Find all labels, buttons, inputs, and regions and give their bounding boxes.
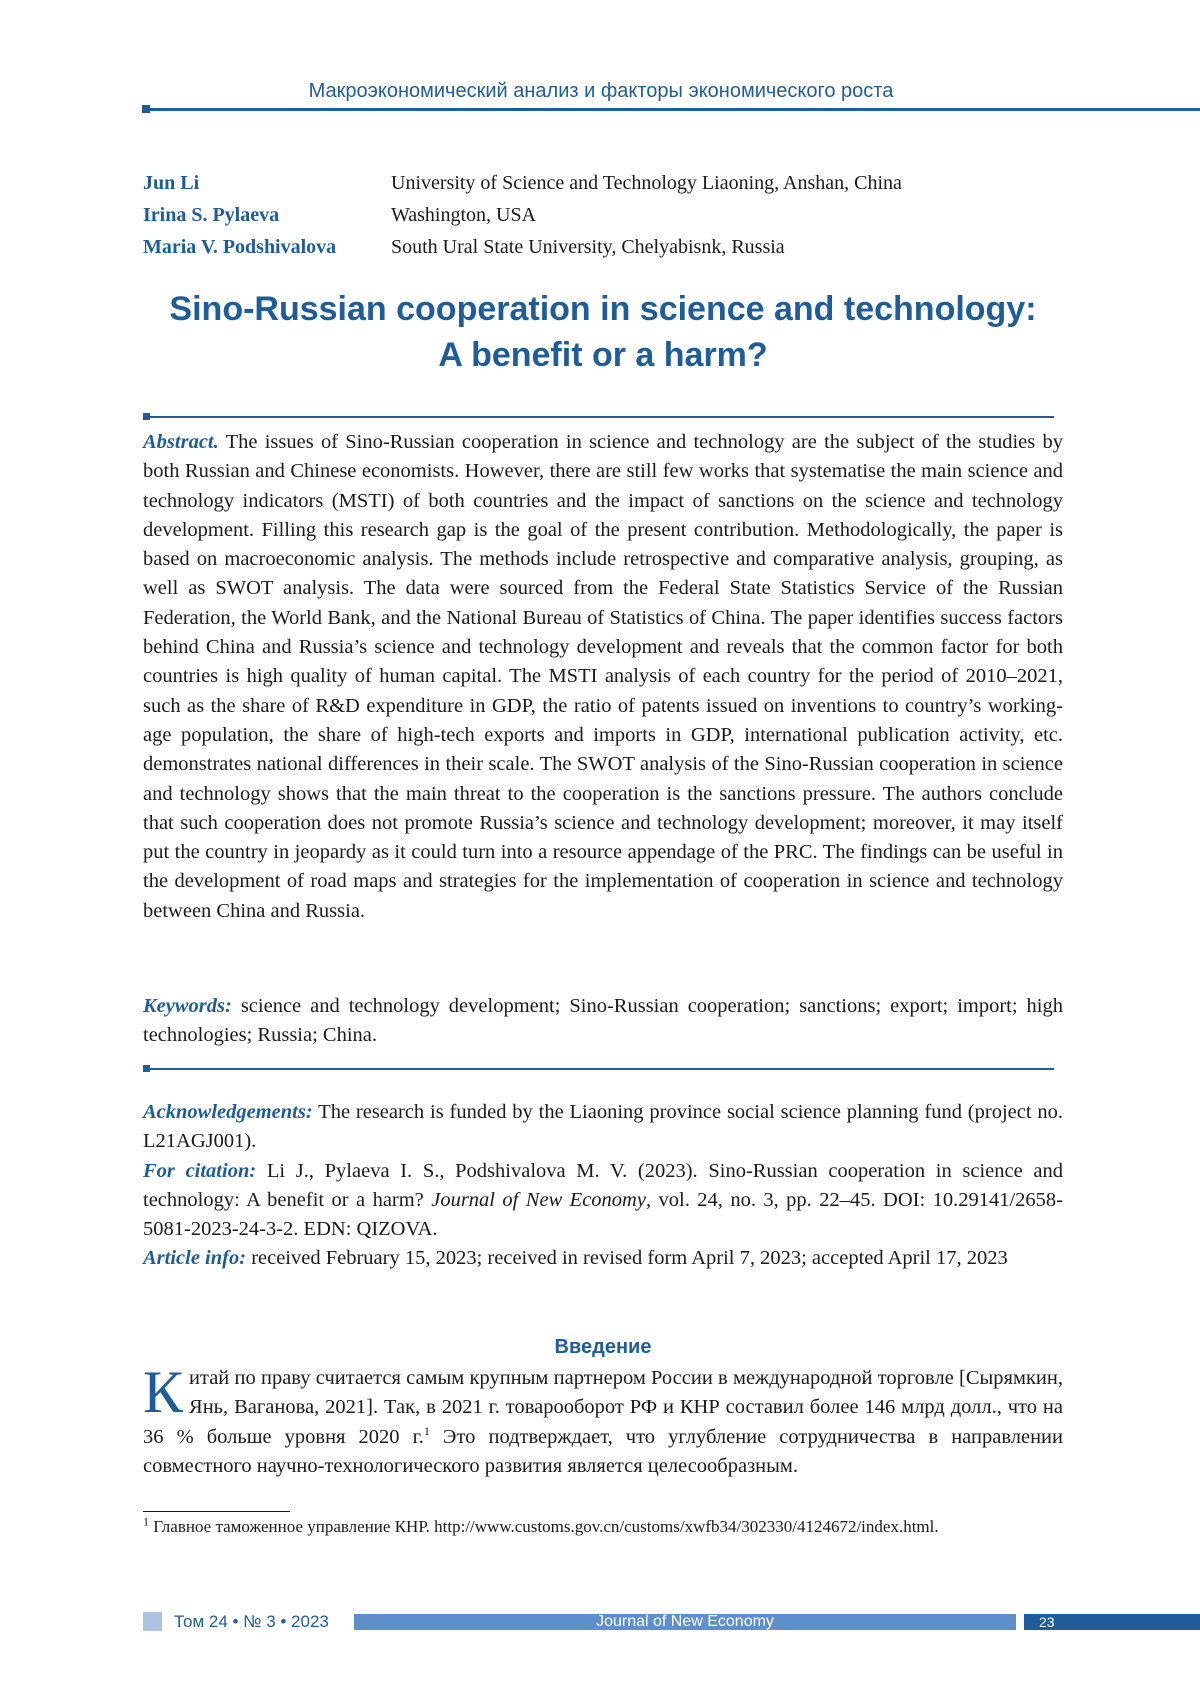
intro-text-part-1: итай по праву считается самым крупным партнером России в международной торговле [Сырямкин, Янь, Ваганова, 2021]. Так, в 2021 г. товарооборот РФ и КНР составил более 146 млрд долл., что на 36 % больше уровня 2020 г. xyxy=(143,1367,1063,1448)
page-footer xyxy=(0,1612,1200,1632)
drop-cap: К xyxy=(143,1359,184,1425)
author-row xyxy=(143,236,1063,268)
abstract-text: The issues of Sino-Russian cooperation in science and technology are the subject of the studies by both Russian and Chinese economists. However, there are still few works that systematise the main science and technology indicators (MSTI) of both countries and the impact of sanctions on the science and technology development. Filling this research gap is the goal of the present contribution. Methodologically, the paper is based on macroeconomic analysis. The methods include retrospective and comparative analysis, grouping, as well as SWOT analysis. The data were sourced from the Federal State Statistics Service of the Russian Federation, the World Bank, and the National Bureau of Statistics of China. The paper identifies success factors behind China and Russia’s science and technology development and reveals that the common factor for both countries is high quality of human capital. The MSTI analysis of each country for the period of 2010–2021, such as the share of R&D expenditure in GDP, the ratio of patents issued on inventions to country’s working-age population, the share of high-tech exports and imports in GDP, international publication activity, etc. demonstrates national differences in their scale. The SWOT analysis of the Sino-Russian cooperation in science and technology shows that the main threat to the cooperation is the sanctions pressure. The authors conclude that such cooperation does not promote Russia’s science and technology development; moreover, it may itself put the country in jeopardy as it could turn into a resource appendage of the PRC. The findings can be useful in the development of road maps and strategies for the implementation of cooperation in science and technology between China and Russia. xyxy=(143,431,1063,922)
citation-journal: Journal of New Economy xyxy=(431,1188,646,1211)
author-affiliation: University of Science and Technology Liaoning, Anshan, China xyxy=(391,172,902,194)
header-rule xyxy=(146,108,1200,111)
footer-journal-name: Journal of New Economy xyxy=(596,1613,774,1630)
footer-issue: Том 24 • № 3 • 2023 xyxy=(174,1612,329,1631)
introduction-paragraph xyxy=(143,1359,1063,1481)
page-number: 23 xyxy=(1039,1614,1055,1630)
acknowledgements-label: Acknowledgements: xyxy=(143,1101,313,1123)
running-head: Макроэкономический анализ и факторы экономического роста xyxy=(308,80,894,102)
footer-journal-bar xyxy=(354,1614,1016,1630)
footer-square xyxy=(143,1612,162,1631)
abstract-label: Abstract. xyxy=(143,431,219,453)
title-line-1: Sino-Russian cooperation in science and technology: xyxy=(169,290,1037,328)
keywords-label: Keywords: xyxy=(143,995,232,1017)
footer-page-bar xyxy=(1024,1614,1200,1630)
intro-text-part-2: Это подтверждает, что углубление сотрудничества в направлении совместного научно-технологического развития является целесообразным. xyxy=(143,1425,1063,1477)
article-title xyxy=(143,286,1063,378)
abstract-bottom-rule xyxy=(146,1068,1054,1070)
author-affiliation: Washington, USA xyxy=(391,204,537,226)
author-name: Jun Li xyxy=(143,172,200,194)
article-info-text: received February 15, 2023; received in revised form April 7, 2023; accepted April 17, 2023 xyxy=(251,1247,1008,1270)
keywords-text: science and technology development; Sino-Russian cooperation; sanctions; export; import; high technologies; Russia; China. xyxy=(143,995,1063,1047)
article-info xyxy=(143,1244,1063,1273)
citation-text-before: Li J., Pylaeva I. S., Podshivalova M. V. (2023). Sino-Russian cooperation in science and technology: A benefit or a harm? xyxy=(143,1159,1063,1211)
footnote xyxy=(143,1515,1063,1539)
footnote-marker[interactable]: 1 xyxy=(423,1423,430,1438)
title-line-2: A benefit or a harm? xyxy=(438,336,768,374)
author-name: Irina S. Pylaeva xyxy=(143,204,280,226)
footnote-text[interactable]: Главное таможенное управление КНР. http://www.customs.gov.cn/customs/xwfb34/302330/4124672/index.html. xyxy=(153,1517,939,1536)
author-name: Maria V. Podshivalova xyxy=(143,236,337,258)
abstract-top-rule xyxy=(146,416,1054,418)
article-info-label: Article info: xyxy=(143,1247,247,1270)
footnote-rule xyxy=(143,1511,290,1512)
section-heading-introduction: Введение xyxy=(554,1336,652,1358)
abstract xyxy=(143,428,1063,926)
citation-label: For citation: xyxy=(143,1159,257,1182)
citation-text-after: , vol. 24, no. 3, pp. 22–45. DOI: 10.29141/2658-5081-2023-24-3-2. EDN: QIZOVA. xyxy=(143,1188,1064,1241)
citation xyxy=(143,1157,1063,1245)
author-row xyxy=(143,172,1063,204)
author-list xyxy=(143,172,1063,268)
acknowledgements-text: The research is funded by the Liaoning province social science planning fund (project no. L21AGJ001). xyxy=(143,1101,1063,1153)
author-affiliation: South Ural State University, Chelyabisnk, Russia xyxy=(391,236,785,258)
article-metadata xyxy=(143,1098,1063,1274)
keywords xyxy=(143,992,1063,1051)
author-row xyxy=(143,204,1063,236)
footnote-number: 1 xyxy=(143,1514,149,1529)
acknowledgements xyxy=(143,1098,1063,1157)
